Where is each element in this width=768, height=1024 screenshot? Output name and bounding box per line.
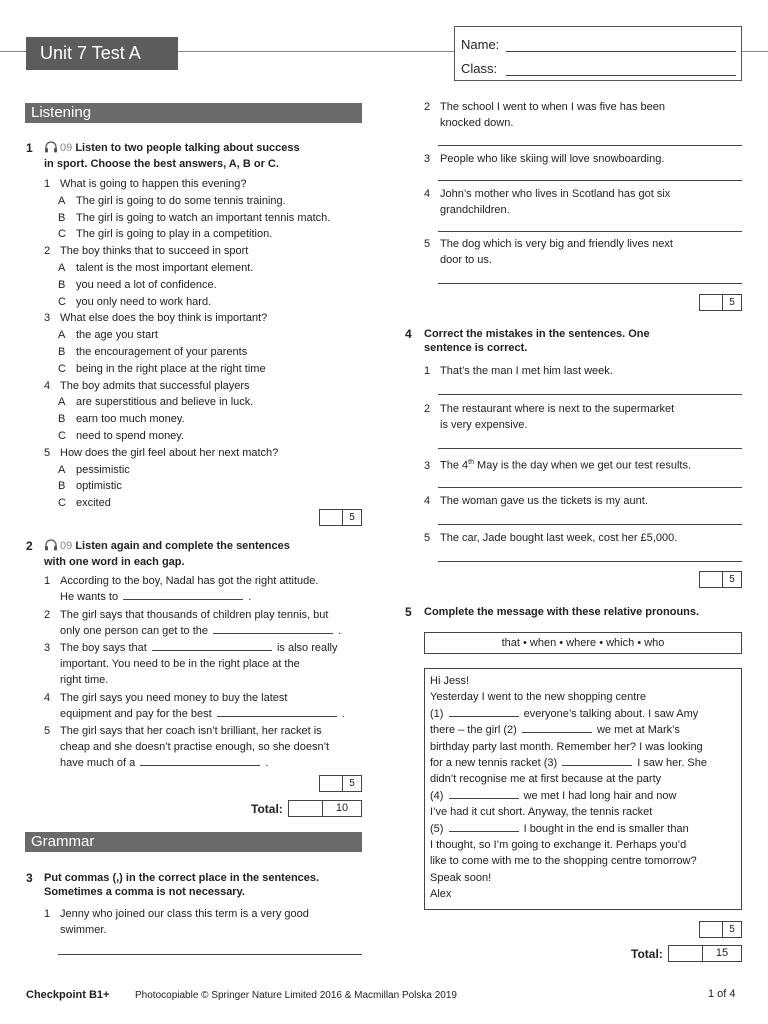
option-text: The girl is going to watch an important tennis match.	[76, 211, 331, 224]
footer-brand: Checkpoint B1+	[26, 989, 110, 1001]
message-line: Yesterday I went to the new shopping centre	[430, 691, 647, 704]
score-max: 5	[722, 922, 741, 937]
class-label: Class:	[461, 61, 498, 76]
item-text: only one person can get to the	[60, 625, 208, 637]
item-text: cheap and she doesn’t practise enough, so she doesn’t	[60, 741, 330, 753]
question-instruction	[424, 327, 650, 355]
instruction-line: sentence is correct.	[424, 342, 528, 354]
q3-item-3	[424, 151, 664, 167]
period: .	[265, 757, 269, 769]
q3-item-2	[424, 99, 665, 131]
total-box[interactable]	[288, 800, 362, 817]
track-number: 09	[60, 540, 73, 552]
score-box[interactable]	[699, 571, 742, 588]
gap-number: (4)	[430, 789, 444, 802]
option-text: you only need to work hard.	[76, 295, 212, 308]
total-max: 15	[702, 946, 741, 961]
answer-option[interactable]	[58, 260, 253, 276]
name-field[interactable]	[506, 51, 736, 52]
answer-line[interactable]	[438, 180, 742, 181]
answer-option[interactable]	[58, 495, 111, 511]
message-text: everyone’s talking about. I saw Amy	[523, 707, 699, 720]
q1-item	[44, 445, 278, 461]
total-box[interactable]	[668, 945, 742, 962]
option-text: optimistic	[76, 480, 122, 493]
message-text: for a new tennis racket (3)	[430, 757, 558, 770]
answer-blank[interactable]	[213, 623, 333, 634]
answer-option[interactable]	[58, 327, 158, 343]
item-text: door to us.	[440, 254, 492, 266]
item-text: According to the boy, Nadal has got the right attitude.	[60, 575, 319, 587]
q2-item-1	[44, 573, 318, 605]
q2-item-2	[44, 607, 341, 639]
ordinal-suffix: th	[468, 459, 474, 466]
item-number: 4	[424, 188, 431, 200]
answer-line[interactable]	[438, 394, 742, 395]
instruction-line: with one word in each gap.	[44, 556, 185, 568]
headphones-icon	[44, 539, 58, 555]
item-text: equipment and pay for the best	[60, 708, 212, 720]
question-instruction: Complete the message with these relative pronouns.	[424, 606, 700, 618]
unit-title: Unit 7 Test A	[26, 37, 178, 70]
option-letter: A	[58, 396, 66, 409]
item-text: important. You need to be in the right place at the	[60, 658, 300, 670]
question-instruction	[44, 871, 319, 899]
total-label: Total:	[631, 947, 663, 961]
question-number: 3	[26, 871, 33, 885]
item-text: The girl says you need money to buy the latest	[60, 692, 288, 704]
answer-line[interactable]	[438, 283, 742, 284]
score-max: 5	[342, 510, 361, 525]
answer-option[interactable]	[58, 462, 130, 478]
message-text: we met I had long hair and now	[523, 789, 677, 802]
instruction-line: Correct the mistakes in the sentences. One	[424, 328, 650, 340]
q1-item	[44, 378, 250, 394]
name-class-box	[454, 26, 742, 81]
instruction-line: Put commas (,) in the correct place in the sentences.	[44, 872, 320, 884]
option-text: the age you start	[76, 329, 158, 342]
item-text: Jenny who joined our class this term is a very good	[60, 908, 309, 920]
option-text: talent is the most important element.	[76, 262, 254, 274]
answer-option[interactable]	[58, 411, 185, 427]
item-text: How does the girl feel about her next match?	[60, 446, 279, 459]
option-text: The girl is going to do some tennis training.	[76, 194, 286, 207]
answer-blank[interactable]	[562, 755, 632, 766]
option-letter: A	[58, 329, 66, 342]
answer-blank[interactable]	[140, 755, 260, 766]
answer-line[interactable]	[438, 448, 742, 449]
question-number: 2	[26, 539, 33, 553]
item-text: The woman gave us the tickets is my aunt.	[440, 495, 648, 507]
period: .	[338, 625, 342, 637]
item-number: 2	[424, 403, 431, 415]
question-number: 4	[405, 327, 412, 341]
item-text: swimmer.	[60, 924, 107, 936]
pronoun-word-box: that • when • where • which • who	[424, 632, 742, 654]
option-letter: B	[58, 413, 66, 426]
score-max: 5	[722, 295, 741, 310]
message-box	[424, 668, 742, 910]
headphones-icon	[44, 141, 58, 157]
instruction-line: Sometimes a comma is not necessary.	[44, 886, 245, 898]
option-letter: B	[58, 278, 66, 291]
answer-option[interactable]	[58, 226, 272, 242]
option-letter: C	[58, 295, 66, 308]
question-instruction	[44, 539, 290, 569]
answer-line[interactable]	[58, 954, 362, 955]
item-number: 2	[44, 245, 51, 258]
instruction-line: Listen to two people talking about success	[75, 142, 300, 154]
option-letter: B	[58, 480, 66, 493]
q3-item-5	[424, 236, 673, 268]
item-number: 4	[424, 495, 431, 507]
item-number: 1	[44, 178, 51, 190]
option-letter: B	[58, 346, 66, 358]
option-letter: C	[58, 362, 66, 375]
item-text: May is the day when we get our test results.	[473, 459, 692, 472]
item-number: 4	[44, 379, 51, 392]
item-text: The restaurant where is next to the supermarket	[440, 403, 675, 415]
footer-copyright: Photocopiable © Springer Nature Limited 2016 & Macmillan Polska 2019	[135, 990, 457, 1001]
q2-item-5	[44, 723, 329, 771]
q1-item	[44, 176, 247, 192]
option-text: being in the right place at the right time	[76, 362, 266, 375]
q1-item	[44, 243, 248, 259]
option-letter: C	[58, 430, 66, 442]
message-line	[430, 722, 736, 738]
item-number: 5	[424, 532, 431, 544]
message-text: we met at Mark’s	[596, 724, 680, 737]
item-number: 3	[44, 642, 51, 654]
answer-line[interactable]	[438, 561, 742, 562]
page-number: 1 of 4	[708, 988, 736, 1000]
message-line	[430, 706, 736, 722]
answer-blank[interactable]	[152, 640, 272, 651]
item-text: The boy says that	[60, 642, 147, 654]
score-max: 5	[342, 776, 361, 791]
total-max: 10	[322, 801, 361, 816]
q2-item-3	[44, 640, 337, 688]
grammar-heading: Grammar	[25, 832, 362, 852]
item-text: That’s the man I met him last week.	[440, 365, 613, 377]
option-text: earn too much money.	[76, 413, 185, 426]
q4-item-1	[424, 363, 613, 379]
message-line	[430, 755, 736, 771]
option-letter: A	[58, 463, 66, 476]
item-number: 2	[424, 101, 431, 113]
q3-item-4	[424, 186, 670, 218]
item-number: 2	[44, 609, 51, 621]
answer-option[interactable]	[58, 193, 286, 209]
option-text: you need a lot of confidence.	[76, 278, 217, 291]
question-number: 5	[405, 605, 412, 619]
item-text: The girl says that her coach isn’t brilliant, her racket is	[60, 725, 322, 737]
option-letter: A	[58, 262, 66, 274]
message-line	[430, 788, 736, 804]
period: .	[341, 708, 345, 720]
item-text: have much of a	[60, 757, 136, 769]
item-number: 1	[424, 365, 431, 377]
answer-line[interactable]	[438, 524, 742, 525]
answer-option[interactable]	[58, 394, 253, 410]
item-text: grandchildren.	[440, 204, 510, 216]
item-text: He wants to	[60, 591, 119, 603]
q3-item-1	[44, 906, 309, 938]
answer-line[interactable]	[438, 487, 742, 488]
item-text: knocked down.	[440, 117, 514, 129]
item-number: 5	[44, 725, 51, 737]
item-number: 5	[44, 446, 51, 459]
option-letter: A	[58, 194, 66, 207]
item-number: 4	[44, 692, 51, 704]
item-text: The school I went to when I was five has been	[440, 101, 666, 113]
option-text: are superstitious and believe in luck.	[76, 396, 254, 409]
answer-line[interactable]	[438, 231, 742, 232]
track-number: 09	[60, 142, 73, 154]
q4-item-2	[424, 401, 674, 433]
option-text: The girl is going to play in a competition.	[76, 228, 273, 241]
message-line: I’ve had it cut short. Anyway, the tennis racket	[430, 806, 653, 819]
item-text: is very expensive.	[440, 419, 528, 431]
option-text: need to spend money.	[76, 430, 185, 442]
item-text: The 4	[440, 459, 469, 472]
gap-number: (1)	[430, 707, 444, 720]
total-label: Total:	[251, 802, 283, 816]
message-text: I bought in the end is smaller than	[523, 822, 689, 835]
item-text: The dog which is very big and friendly lives next	[440, 238, 673, 250]
option-letter: B	[58, 211, 66, 224]
score-box[interactable]	[319, 775, 362, 792]
option-letter: C	[58, 497, 66, 510]
message-line: Speak soon!	[430, 871, 492, 884]
answer-blank[interactable]	[123, 589, 243, 600]
message-line: I thought, so I’m going to exchange it. Perhaps you’d	[430, 839, 687, 852]
option-text: pessimistic	[76, 463, 130, 476]
q4-item-3	[424, 455, 691, 474]
message-line: like to come with me to the shopping centre tomorrow?	[430, 855, 697, 868]
answer-option[interactable]	[58, 277, 217, 293]
answer-option[interactable]	[58, 428, 184, 444]
item-text: What is going to happen this evening?	[60, 178, 247, 190]
answer-blank[interactable]	[217, 706, 337, 717]
item-number: 3	[424, 459, 431, 472]
message-text: there – the girl (2)	[430, 724, 517, 737]
item-text: The boy admits that successful players	[60, 379, 250, 392]
option-text: excited	[76, 497, 111, 510]
option-text: the encouragement of your parents	[76, 346, 248, 358]
score-box[interactable]	[699, 921, 742, 938]
item-number: 1	[44, 575, 51, 587]
item-number: 3	[424, 153, 431, 165]
answer-line[interactable]	[438, 145, 742, 146]
answer-blank[interactable]	[449, 788, 519, 799]
answer-blank[interactable]	[449, 706, 519, 717]
item-number: 1	[44, 908, 51, 920]
score-box[interactable]	[699, 294, 742, 311]
q2-item-4	[44, 690, 345, 722]
instruction-line: in sport. Choose the best answers, A, B or C.	[44, 158, 279, 170]
message-text: I saw her. She	[637, 757, 708, 770]
item-text: right time.	[60, 674, 109, 686]
q1-item	[44, 310, 267, 326]
item-text: The car, Jade bought last week, cost her £5,000.	[440, 532, 678, 544]
message-line: Hi Jess!	[430, 675, 470, 687]
message-line: didn’t recognise me at first because at the party	[430, 773, 662, 786]
gap-number: (5)	[430, 822, 444, 835]
answer-option[interactable]	[58, 478, 122, 494]
answer-option[interactable]	[58, 294, 211, 310]
message-line: birthday party last month. Remember her? I was looking	[430, 740, 703, 753]
question-number: 1	[26, 141, 33, 155]
name-label: Name:	[461, 37, 500, 52]
question-instruction	[44, 141, 300, 171]
item-text: People who like skiing will love snowboarding.	[440, 153, 665, 165]
answer-blank[interactable]	[522, 722, 592, 733]
score-max: 5	[722, 572, 741, 587]
item-text: The girl says that thousands of children play tennis, but	[60, 609, 329, 621]
q4-item-5	[424, 530, 677, 546]
item-text: is also really	[276, 642, 338, 654]
answer-option[interactable]	[58, 210, 330, 226]
class-field[interactable]	[506, 75, 736, 76]
instruction-line: Listen again and complete the sentences	[75, 540, 290, 552]
q4-item-4	[424, 493, 648, 509]
option-letter: C	[58, 228, 66, 241]
answer-option[interactable]	[58, 361, 266, 377]
item-text: John’s mother who lives in Scotland has got six	[440, 188, 671, 200]
period: .	[248, 591, 252, 603]
score-box[interactable]	[319, 509, 362, 526]
message-line	[430, 821, 736, 837]
listening-heading: Listening	[25, 103, 362, 123]
item-number: 3	[44, 312, 51, 325]
item-text: The boy thinks that to succeed in sport	[60, 245, 249, 258]
item-number: 5	[424, 238, 431, 250]
item-text: What else does the boy think is important?	[60, 312, 268, 325]
answer-option[interactable]	[58, 344, 247, 360]
message-line: Alex	[430, 888, 452, 901]
answer-blank[interactable]	[449, 821, 519, 832]
